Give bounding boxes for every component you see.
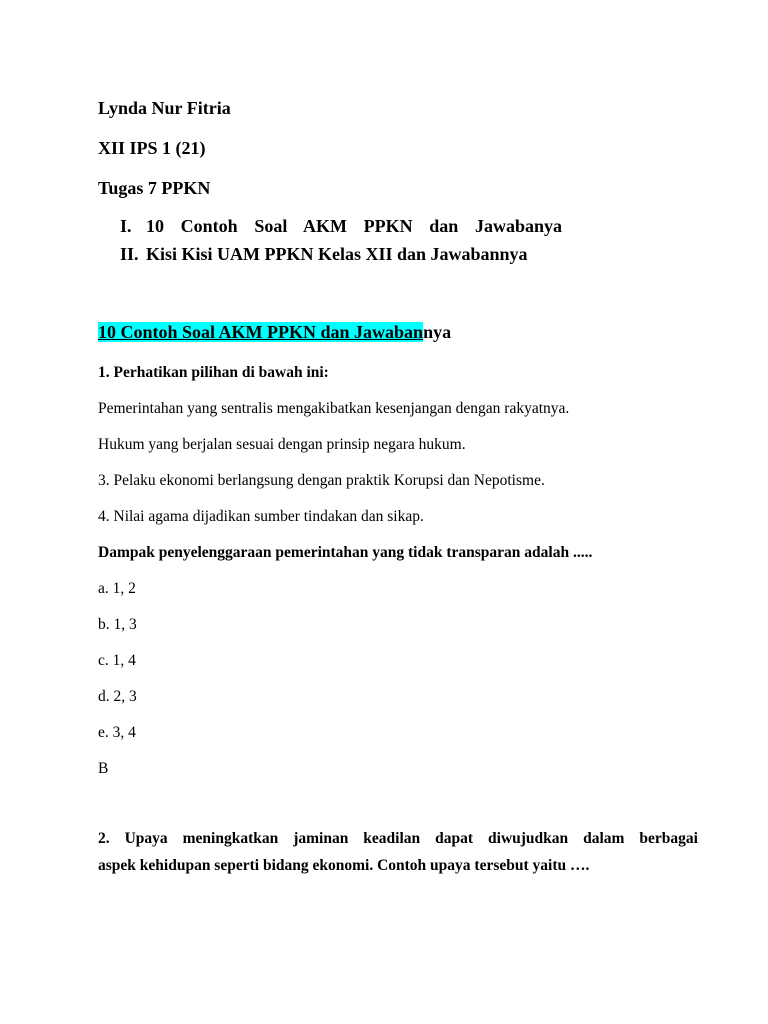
assignment-title: Tugas 7 PPKN	[98, 178, 211, 198]
outline-text: Kisi Kisi UAM PPKN Kelas XII dan Jawabannya	[146, 244, 528, 264]
statement-item: Pemerintahan yang sentralis mengakibatkan kesenjangan dengan rakyatnya.	[98, 400, 570, 417]
section-title	[98, 322, 451, 343]
question-1-text: Dampak penyelenggaraan pemerintahan yang tidak transparan adalah .....	[98, 544, 593, 561]
outline-number: II.	[120, 244, 139, 264]
answer-1: B	[98, 760, 109, 777]
class-label: XII IPS 1 (21)	[98, 138, 206, 158]
outline-item-2	[120, 244, 528, 265]
author-name: Lynda Nur Fitria	[98, 98, 231, 118]
question-2-line-1	[98, 830, 698, 848]
statement-item: 4. Nilai agama dijadikan sumber tindakan dan sikap.	[98, 508, 424, 525]
outline-text: 10 Contoh Soal AKM PPKN dan Jawabanya	[146, 216, 562, 236]
question-1-prompt: 1. Perhatikan pilihan di bawah ini:	[98, 364, 329, 381]
option-d: d. 2, 3	[98, 688, 137, 705]
outline-number: I.	[120, 216, 132, 236]
option-e: e. 3, 4	[98, 724, 136, 741]
section-title-rest: nya	[423, 322, 452, 342]
option-a: a. 1, 2	[98, 580, 136, 597]
statement-item: Hukum yang berjalan sesuai dengan prinsip negara hukum.	[98, 436, 466, 453]
option-c: c. 1, 4	[98, 652, 136, 669]
statement-item: 3. Pelaku ekonomi berlangsung dengan praktik Korupsi dan Nepotisme.	[98, 472, 545, 489]
outline-item-1	[120, 216, 562, 237]
question-2-line-2: aspek kehidupan seperti bidang ekonomi. Contoh upaya tersebut yaitu ….	[98, 857, 590, 874]
option-b: b. 1, 3	[98, 616, 137, 633]
question-2-line-1-text: 2. Upaya meningkatkan jaminan keadilan dapat diwujudkan dalam berbagai	[98, 830, 698, 847]
section-title-highlighted: 10 Contoh Soal AKM PPKN dan Jawaban	[98, 322, 424, 342]
